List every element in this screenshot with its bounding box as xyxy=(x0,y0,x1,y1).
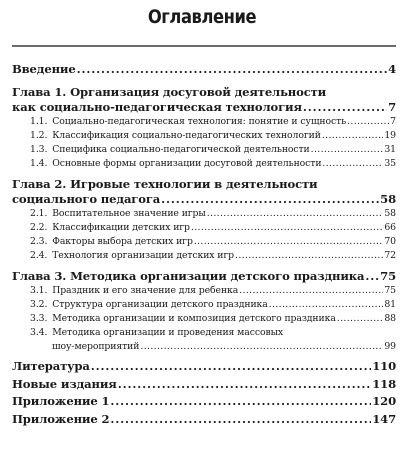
entry-page: 4 xyxy=(388,62,396,76)
section-title: Факторы выбора детских игр xyxy=(52,236,193,247)
dot-leader xyxy=(235,249,383,263)
entry-title: Литература xyxy=(12,359,90,373)
toc-entry-appendix-1[interactable] xyxy=(12,393,396,411)
toc-section-1-3[interactable] xyxy=(12,143,396,157)
section-number: 1.1. xyxy=(30,116,48,127)
section-page: 75 xyxy=(384,285,396,296)
chapter-title-line-1: Глава 3. Методика организации детского праздника xyxy=(12,269,365,283)
section-page: 99 xyxy=(384,341,396,352)
section-number: 3.2. xyxy=(30,299,48,310)
section-title: Методика организации и проведения массовых xyxy=(52,327,284,338)
toc-section-2-1[interactable] xyxy=(12,207,396,221)
toc-section-2-3[interactable] xyxy=(12,235,396,249)
toc-chapter-2[interactable] xyxy=(12,177,396,207)
section-number: 2.1. xyxy=(30,208,48,219)
section-number: 1.4. xyxy=(30,158,48,169)
section-page: 72 xyxy=(384,250,396,261)
chapter-page: 75 xyxy=(380,269,396,283)
dot-leader xyxy=(194,235,384,249)
entry-title: Приложение 1 xyxy=(12,394,110,408)
toc-section-3-4[interactable] xyxy=(12,326,396,354)
section-number: 3.3. xyxy=(30,313,48,324)
toc-section-1-4[interactable] xyxy=(12,157,396,171)
dot-leader xyxy=(207,207,384,221)
section-title: Методика организации и композиция детского праздника xyxy=(52,313,336,324)
section-page: 31 xyxy=(384,144,396,155)
section-page: 58 xyxy=(384,208,396,219)
section-title: Праздник и его значение для ребенка xyxy=(52,285,239,296)
chapter-page: 7 xyxy=(388,100,396,114)
dot-leader xyxy=(337,312,384,326)
section-number: 2.4. xyxy=(30,250,48,261)
chapter-title-line-2: социального педагога xyxy=(12,192,161,206)
toc-section-2-2[interactable] xyxy=(12,221,396,235)
dot-leader xyxy=(239,284,383,298)
page-title: Оглавление xyxy=(147,6,257,28)
section-number: 1.2. xyxy=(30,130,48,141)
chapter-title-line-1: Глава 2. Игровые технологии в деятельности xyxy=(12,177,318,191)
dot-leader xyxy=(161,192,379,207)
section-title-continued: шоу-мероприятий xyxy=(52,341,140,352)
toc-section-2-4[interactable] xyxy=(12,249,396,263)
chapter-title-line-2: как социально-педагогическая технология xyxy=(12,100,302,114)
section-page: 70 xyxy=(384,236,396,247)
dot-leader xyxy=(347,115,389,129)
section-title: Основные формы организации досуговой деятельности xyxy=(52,158,322,169)
toc-section-3-3[interactable] xyxy=(12,312,396,326)
section-title: Структура организации детского праздника xyxy=(52,299,268,310)
section-title: Специфика социально-педагогической деятельности xyxy=(52,144,310,155)
toc-entry-appendix-2[interactable] xyxy=(12,411,396,429)
section-page: 19 xyxy=(384,130,396,141)
entry-page: 147 xyxy=(372,411,396,426)
entry-page: 110 xyxy=(372,359,396,373)
dot-leader xyxy=(365,269,379,284)
section-title: Социально-педагогическая технология: понятие и сущность xyxy=(52,116,347,127)
section-page: 88 xyxy=(384,313,396,324)
section-page: 7 xyxy=(390,116,396,127)
section-number: 3.1. xyxy=(30,285,48,296)
dot-leader xyxy=(110,393,371,411)
section-page: 35 xyxy=(384,158,396,169)
toc-section-1-2[interactable] xyxy=(12,129,396,143)
entry-title: Приложение 2 xyxy=(12,411,110,426)
dot-leader xyxy=(140,340,383,354)
section-title: Классификации детских игр xyxy=(52,222,190,233)
section-page: 81 xyxy=(384,299,396,310)
section-title: Технология организации детских игр xyxy=(52,250,235,261)
dot-leader xyxy=(118,376,372,394)
toc-entry-references[interactable] xyxy=(12,358,396,376)
section-number: 2.2. xyxy=(30,222,48,233)
section-number: 2.3. xyxy=(30,236,48,247)
toc-section-3-1[interactable] xyxy=(12,284,396,298)
dot-leader xyxy=(191,221,383,235)
section-page: 66 xyxy=(384,222,396,233)
dot-leader xyxy=(269,298,384,312)
dot-leader xyxy=(91,358,371,376)
top-divider-shadow xyxy=(12,46,396,47)
section-number: 3.4. xyxy=(30,327,48,338)
section-title: Классификация социально-педагогических технологий xyxy=(52,130,321,141)
toc-chapter-3[interactable] xyxy=(12,269,396,284)
entry-page: 118 xyxy=(372,376,396,391)
chapter-title-line-1: Глава 1. Организация досуговой деятельности xyxy=(12,85,327,99)
dot-leader xyxy=(110,411,371,429)
toc-section-3-2[interactable] xyxy=(12,298,396,312)
chapter-page: 58 xyxy=(380,192,396,206)
section-number: 1.3. xyxy=(30,144,48,155)
dot-leader xyxy=(77,62,387,77)
dot-leader xyxy=(311,143,384,157)
entry-page: 120 xyxy=(372,394,396,408)
dot-leader xyxy=(322,157,383,171)
entry-title: Введение xyxy=(12,62,76,76)
section-title: Воспитательное значение игры xyxy=(52,208,206,219)
dot-leader xyxy=(303,100,387,115)
entry-title: Новые издания xyxy=(12,376,117,391)
toc-section-1-1[interactable] xyxy=(12,115,396,129)
toc-chapter-1[interactable] xyxy=(12,85,396,115)
toc-entry-new-editions[interactable] xyxy=(12,376,396,394)
toc-entry-introduction[interactable] xyxy=(12,62,396,77)
dot-leader xyxy=(322,129,384,143)
toc-list xyxy=(12,62,396,428)
